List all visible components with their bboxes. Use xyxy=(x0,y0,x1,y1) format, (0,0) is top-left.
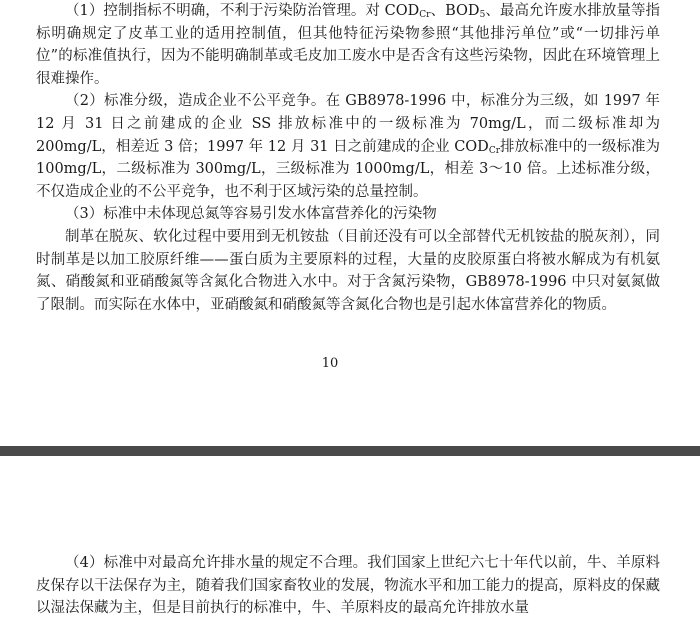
paragraph-text: 排放标准中的一级标准为 100mg/L，二级标准为 300mg/L，三级标准为 1000mg/L，相差 3～10 倍。上述标准分级，不仅造成企业的不公平竞争，也不利于区域污染的总量控制。 xyxy=(36,138,661,200)
paragraph-heading-nitrogen: （3）标准中未体现总氮等容易引发水体富营养化的污染物 xyxy=(65,206,437,223)
paragraph-text: （1）控制指标不明确，不利于污染防治管理。对 COD xyxy=(65,3,420,19)
paragraph-text: 、最高允许废水排放量等指标明确规定了皮革工业的适用控制值，但其他特征污染物参照“其他排污单位”或“一切排污单位”的标准值执行，因为不能明确制革或毛皮加工废水中是否含有这些污染物，因此在环境管理上很难操作。 xyxy=(36,3,661,87)
subscript: Cr xyxy=(419,10,431,20)
page-separator xyxy=(0,446,700,456)
paragraph-control-indicators xyxy=(36,0,660,90)
paragraph-nitrogen-detail: 制革在脱灰、软化过程中要用到无机铵盐（目前还没有可以全部替代无机铵盐的脱灰剂），同时制革是以加工胶原纤维——蛋白质为主要原料的过程，大量的皮胶原蛋白将被水解成为有机氨氮、硝酸氮和亚硝酸氮等含氮化合物进入水中。对于含氮污染物，GB8978-1996 中只对氨氮做了限制。而实际在水体中，亚硝酸氮和硝酸氮等含氮化合物也是引起水体富营养化的物质。 xyxy=(36,228,660,313)
text-block xyxy=(36,552,660,620)
subscript: 5 xyxy=(479,10,486,20)
paragraph-text: 、BOD xyxy=(430,3,480,19)
paragraph-text: （2）标准分级，造成企业不公平竞争。在 GB8978-1996 中，标准分为三级，如 1997 年 12 月 31 日之前建成的企业 SS 排放标准中的一级标准为 70mg/L，而二级标准却为 200mg/L，相差近 3 倍；1997 年 12 月 31 日之前建成的企业 COD xyxy=(36,93,660,155)
page-bottom xyxy=(0,456,700,630)
text-block xyxy=(36,0,660,316)
paragraph-max-discharge: （4）标准中对最高允许排水量的规定不合理。我们国家上世纪六七十年代以前，牛、羊原料皮保存以干法保存为主，随着我们国家畜牧业的发展，物流水平和加工能力的提高，原料皮的保藏以湿法保藏为主，但是目前执行的标准中，牛、羊原料皮的最高允许排放水量 xyxy=(36,555,660,617)
page-number: 10 xyxy=(321,356,339,371)
subscript: Cr xyxy=(488,145,501,156)
paragraph-standard-grading xyxy=(36,90,660,203)
